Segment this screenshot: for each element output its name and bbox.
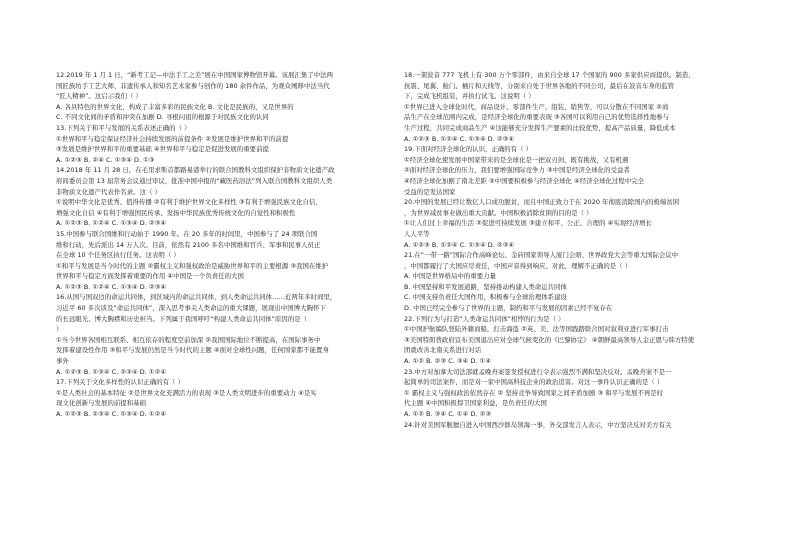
text-line: C. 不同文化间的矛盾和冲突在加剧 D. 寻根问祖的根源于对民族文化的认同 (56, 113, 269, 122)
text-line: A. ①②③ B. ①②④ C. ①③④ D. ②③④ (56, 282, 167, 291)
text-line: D. 中国已经完全参与了世界的主题，制约和平与发展的因素已经不复存在 (404, 304, 613, 313)
text-line: 团就改善北南关系进行对话 (404, 346, 482, 355)
text-line: 21.在“一带一路”国际合作高峰论坛、金砖国家领导人厦门会晤、世界政党大会等重大国际会议中 (404, 251, 679, 260)
text-line: 代主题 ④中国积极捍卫国家利益，是负责任的大国 (404, 399, 547, 408)
text-line: 国匠族坊手工艺大师、非遗传承人和知名艺术家参与创作的 180 余件作品，为观众阐释中法当代 (56, 81, 330, 90)
text-line: B. 中国坚持和平发展道路，坚持推动构建人类命运共同体 (404, 282, 567, 291)
text-line: ①经济全球化使发展中国家带来的是全球化是一把双刃剑，既有挑战，又有机遇 (404, 155, 629, 164)
text-line: ①是人类社会的基本特征 ②是世界文化充满活力的表现 ③是人类文明进步的重要动力 ④是实 (56, 388, 317, 397)
text-line: A. 各具特色的世界文化，构成了丰富多彩的民族文化 B. 文化是民族的，又是世界的 (56, 102, 294, 111)
text-line: 12.2019 年 1 月 1 日，“新考工记—中法手工之美”展在中国国家博物馆开幕。该展汇集了中法两 (56, 71, 334, 79)
text-line: 15.中国参与联合国维和行动始于 1990 年。在 20 多年的时间里，中国参与了 24 项联合国 (56, 229, 318, 238)
text-line: 18.一架波音 777 飞机上有 300 万个零部件，由来自全球 17 个国家的 900 多家供应商提供。制造、 (404, 71, 695, 79)
text-line: 习近平 60 多次谈及“命运共同体”，深入思考事关人类命运的重大课题，展现出中国博大胸怀下 (56, 304, 326, 313)
text-line: A. ①②③ B. ①②④ C. ①③④ D. ②③④ (56, 219, 167, 228)
text-line: 抗震、尾翼、舱门、桶片和天线等，分别来自处于世界各地的不同公司，最后在波音车身的监管 (404, 81, 675, 90)
text-line: ① 霸权主义与强权政治依然存在 ② 坚持竞争导致国家之间矛盾加剧 ③ 和平与发展不再是时 (404, 388, 664, 397)
text-line: 22.下列行为与打造“人类命运共同体”相悖的行为是（ ） (404, 314, 565, 323)
text-line: 品生产在全球范围内完成，是经济全球化的重要表现 ③各国可以利用自己的优势选择性地参与 (404, 113, 670, 122)
text-line: A. ①② B. ②③ C. ③④ D. ①④ (404, 357, 492, 366)
text-line: ④经济全球化加剧了南北差距 ⑤中国要积极参与经济全球化 ④经济全球化过程中完全 (404, 176, 645, 185)
text-line: 14.2018 年 11 月 28 日，在毛里求斯首都路易港举行的联合国教科文组织保护非物质文化遗产政 (56, 166, 335, 175)
text-line: 20.中国的发展已经让数亿人口成功脱贫，而且中国正致力于在 2020 年彻底消除国内的极端贫困 (404, 198, 680, 207)
text-line: A. ①②③ B. ②④ C. ①③④ D. ①③ (56, 155, 155, 164)
text-line: ①当今世界各国相互联系、相互依存的程度空前加深 ②我国国际地位不断提高，在国际事务中 (56, 335, 321, 344)
text-line: A. ①②③ B. ①②④ C. ①③④ D. ②③④ (404, 134, 515, 143)
text-line: ①让人们过上幸福的生活 ②促进可持续发展 ③建立和平、公正、合理的 ④实现经济增长 (404, 219, 652, 228)
text-line: 13.下列关于和平与发展的关系表述正确的（ ） (56, 123, 191, 132)
text-line: A. 中国是世界格局中的重要力量 (404, 272, 497, 281)
text-line: 维和行动，先后派出 14 万人次。目前，依然有 2100 多名中国维和官兵、军事和民事人员正 (56, 240, 321, 249)
text-line: ①说明中华文化是优秀、值得传播 ②有利于维护世界文化多样性 ③有利于增强民族文化自信， (56, 198, 322, 207)
text-line: ①中国护航编队登陆外籍商船，打击海盗 ②英、美、法等国践踏联合国对叙利亚进行军事打击 (404, 325, 669, 334)
text-line: 23.中方对加拿大司法部就孟晚舟案签发授权进行令表示强烈不满和坚决反对。孟晚舟案不是一 (404, 367, 672, 376)
text-line: ） (56, 325, 63, 334)
text-line: A. ①②③ B. ②③④ C. ①③④ D. ①②④ (56, 410, 167, 418)
text-line: C. 中国支持负责任大国作用，积极参与全球治理体系建设 (404, 293, 567, 302)
text-line: 府间委员会第 13 届常务会议通过审议，批准中国申报的“藏医药浴法”列入联合国教科文组织人类 (56, 176, 333, 185)
text-line: 24.针对美国军舰擅自进入中国西沙群岛领海一事，外交部发言人表示，中方坚决反对美方有关 (404, 420, 672, 429)
text-line: ③发展是维护世界和平的重要基础 ④世界和平与稳定是促进发展的重要前提 (56, 145, 269, 154)
text-line: 受益的是发达国家 (404, 187, 456, 196)
text-line: 起简单的司法案件，而是对一家中国高科技企业的政治追害。对这一事件认识正确的是（ ） (404, 378, 664, 387)
text-line: 现文化创新与发展的前提和基础 (56, 399, 147, 408)
text-line: ②面对经济全球化的压力，我们要增强国际竞争力 ③中国是经济全球化的受益者 (404, 166, 630, 175)
text-line: 19.下面对经济全球化的认识，正确的有（ ） (404, 145, 533, 154)
left-column (56, 70, 400, 420)
text-line: 发挥着建设性作用 ③和平与发展仍然是当今时代的主题 ④面对全球性问题，任何国家都不能置身 (56, 346, 329, 355)
text-line: ①世界已进入全球化时代，商品设计、零部件生产、组装、销售等，可以分散在不同国家 ②商 (404, 102, 669, 111)
text-line: 事外 (56, 357, 69, 366)
text-line: 在全球 10 个任务区执行任务。这表明（ ） (56, 251, 180, 260)
text-line: 16.从国与国双边的命运共同体，到区域内的命运共同体，到人类命运共同体……近两年多时间里， (56, 293, 337, 302)
text-line: “匠人精神”。这启示我们（ ） (56, 92, 142, 101)
text-line: 非物质文化遗产代表作名录。这（ ） (56, 187, 161, 196)
text-line: A. ①② B. ③④ C. ①④ D. ②③ (404, 410, 492, 418)
text-line: 下，完成飞机组装，并执行试飞。这说明（ ） (404, 92, 535, 101)
text-line: 的长远眼光、博大胸襟和历史担当。下列属于我国呼吁“构建人类命运共同体”原因的是（ (56, 314, 308, 323)
text-line: A. ①②③ B. ①③④ C. ②③④ D. ①②④ (56, 367, 167, 376)
text-line: ③美国特朗普政府宣布美国退出应对全球气候变化的《巴黎协定》 ④朝鲜最高领导人金正恩与韩方特使 (404, 335, 695, 344)
text-line: ①世界和平与稳定保证经济社会持续发展的前提条件 ②发展是维护世界和平的前提 (56, 134, 289, 143)
text-line: 生产过程，共同完成商品生产 ④这能够充分发挥生产要素的比较优势，提高产品质量，降低成本 (404, 123, 676, 132)
text-line: ，为世界减贫事业做出重大贡献。中国积极消除贫困的目的是（ ） (404, 208, 593, 217)
right-column (404, 70, 748, 430)
text-line: 增强文化自信 ④有利于增强国民传承、发扬中华民族优秀传统文化的自觉性和积极性 (56, 208, 296, 217)
text-line: 世界和平与稳定方面发挥着重要的作用 ④中国是一个负责任的大国 (56, 272, 244, 281)
text-line: ①和平与发展是当今时代的主题 ②霸权主义和强权政治是威胁世界和平的主要根源 ③我国在维护 (56, 261, 329, 270)
text-line: 人人平等 (404, 229, 430, 238)
text-line: A. ①②③ B. ①②④ C. ①③④ D. ②③④ (404, 240, 515, 249)
text-line: 17.下列关于文化多样性的认识正确的有（ ） (56, 378, 185, 387)
text-line: ，中国都履行了大国应尽责任，中国声音得到响应。对此，理解不正确的是（ ） (404, 261, 632, 270)
